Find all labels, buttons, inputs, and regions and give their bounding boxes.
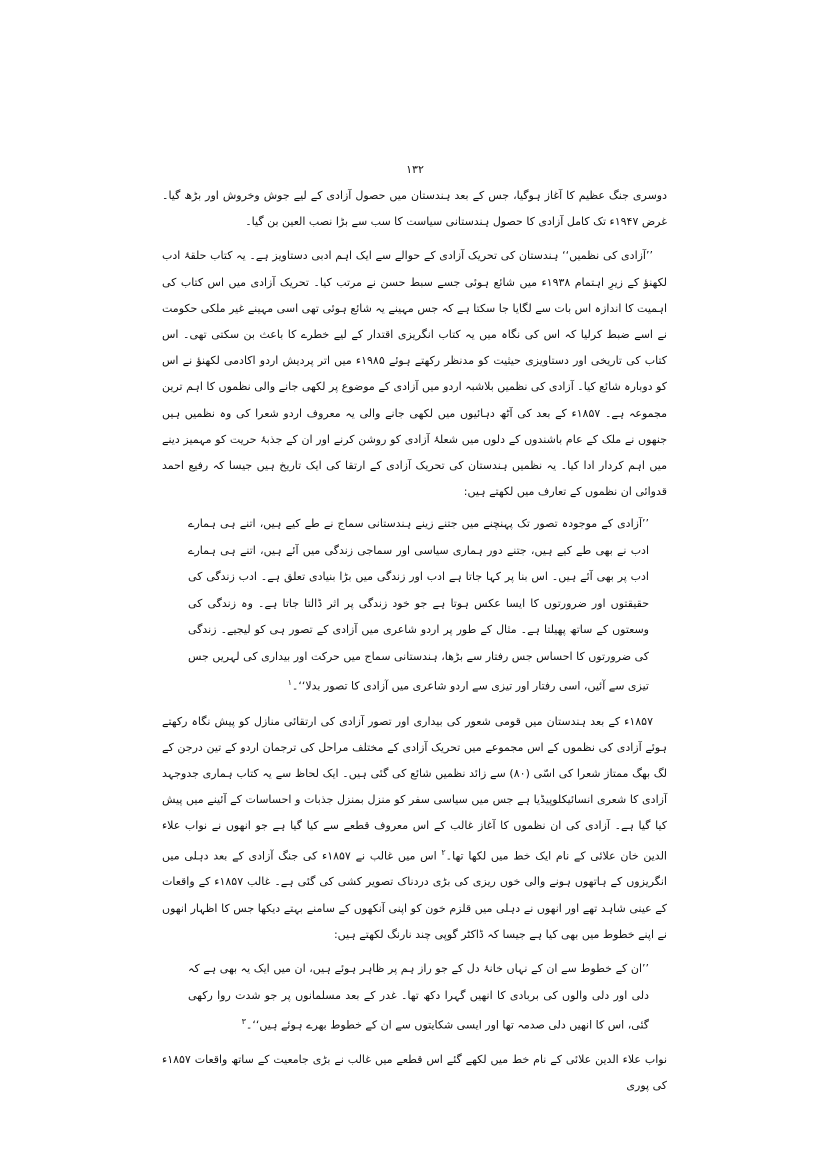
block-quote-qidwai: [188, 511, 649, 700]
quote-text: ’’آزادی کے موجودہ تصور تک پہنچنے میں جتنے زینے ہندستانی سماج نے طے کیے ہیں، اتنے ہی ہمارے ادب نے بھی طے کیے ہیں، جتنے دور ہماری سیاسی اور سماجی زندگی میں آئے ہیں، اتنے ہی ہمارے ادب پر بھی آئے ہیں۔ اس بنا پر کہا جاتا ہے ادب اور زندگی میں بڑا بنیادی تعلق ہے۔ ادب زندگی کی حقیقتوں اور ضرورتوں کا ایسا عکس ہوتا ہے جو خود زندگی پر اثر ڈالتا جاتا ہے۔ وہ زندگی کی وسعتوں کے ساتھ پھیلتا ہے۔ مثال کے طور پر اردو شاعری میں آزادی کے تصور ہی کو لیجیے۔ زندگی کی ضرورتوں کا احساس جس رفتار سے بڑھا، ہندستانی سماج میں حرکت اور بیداری کی لہریں جس تیزی سے آئیں، اسی رفتار اور تیزی سے اردو شاعری میں آزادی کا تصور بدلا‘‘۔: [188, 517, 650, 694]
paragraph-collection: [162, 709, 667, 948]
spacer: [162, 235, 667, 243]
quote-text: ’’ان کے خطوط سے ان کے نہاں خانۂ دل کے جو راز ہم پر ظاہر ہوئے ہیں، ان میں ایک یہ بھی ہے کہ دلی اور دلی والوں کی بربادی کا انھیں گہرا دکھ تھا۔ غدر کے بعد مسلمانوں پر جو شدت روا رکھی گئی، اس کا انھیں دلی صدمہ تھا اور ایسی شکایتوں سے ان کے خطوط بھرے ہوئے ہیں‘‘۔: [188, 962, 649, 1032]
footnote-marker: ۲: [441, 847, 446, 857]
paragraph-book-description: ’’آزادی کی نظمیں‘‘ ہندستان کی تحریک آزادی کے حوالے سے ایک اہم ادبی دستاویز ہے۔ یہ کتاب حلقۂ ادب لکھنؤ کے زیرِ اہتمام ۱۹۳۸ء میں شائع ہوئی جسے سبط حسن نے مرتب کیا۔ تحریک آزادی میں اس کتاب کی اہمیت کا اندازہ اس بات سے لگایا جا سکتا ہے کہ جس مہینے یہ شائع ہوئی تھی اسی مہینے غیر ملکی حکومت نے اسے ضبط کرلیا کہ اس کی نگاہ میں یہ کتاب انگریزی اقتدار کے لیے خطرے کا باعث بن سکتی تھی۔ اس کتاب کی تاریخی اور دستاویزی حیثیت کو مدنظر رکھتے ہوئے ۱۹۸۵ء میں اتر پردیش اردو اکادمی لکھنؤ نے اس کو دوبارہ شائع کیا۔ آزادی کی نظمیں بلاشبہ اردو میں آزادی کے موضوع پر لکھی جانے والی نظموں کا اہم ترین مجموعہ ہے۔ ۱۸۵۷ء کے بعد کی آٹھ دہائیوں میں لکھی جانے والی یہ معروف اردو شعرا کی وہ نظمیں ہیں جنھوں نے ملک کے عام باشندوں کے دلوں میں شعلۂ آزادی کو روشن کرنے اور ان کے جذبۂ حریت کو مہمیز دینے میں اہم کردار ادا کیا۔ یہ نظمیں ہندستان کی تحریک آزادی کے ارتقا کی ایک تاریخ ہیں جیسا کہ رفیع احمد قدوائی ان نظموں کے تعارف میں لکھتے ہیں:: [162, 249, 668, 499]
spacer: [162, 1039, 667, 1047]
page-number: ۱۳۲: [406, 163, 424, 176]
paragraph-text-continued: اس میں غالب نے ۱۸۵۷ء کی جنگ آزادی کے بعد دہلی میں انگریزوں کے ہاتھوں ہونے والی خوں ریزی کی بڑی دردناک تصویر کشی کی گئی ہے۔ غالب ۱۸۵۷ء کے واقعات کے عینی شاہد تھے اور انھوں نے دہلی میں قلزم خون کو اپنی آنکھوں کے سامنے بہتے دیکھا جس کا اظہار انھوں نے اپنے خطوط میں بھی کیا ہے جیسا کہ ڈاکٹر گوپی چند نارنگ لکھتے ہیں:: [162, 849, 667, 941]
footnote-marker: ۱: [287, 678, 292, 688]
paragraph-intro: دوسری جنگ عظیم کا آغاز ہوگیا، جس کے بعد ہندستان میں حصول آزادی کے لیے جوش وخروش اور بڑھ گیا۔ غرض ۱۹۴۷ء تک کامل آزادی کا حصول ہندستانی سیاست کا سب سے بڑا نصب العین بن گیا۔: [162, 189, 667, 229]
block-quote-narang: [188, 956, 649, 1039]
page-body: [162, 183, 667, 1100]
paragraph-closing: نواب علاء الدین علائی کے نام خط میں لکھے گئے اس قطعے میں غالب نے بڑی جامعیت کے ساتھ واقعات ۱۸۵۷ء کی پوری: [162, 1053, 667, 1093]
paragraph-text: ۱۸۵۷ء کے بعد ہندستان میں قومی شعور کی بیداری اور تصور آزادی کی ارتقائی منازل کو پیش نگاہ رکھتے ہوئے آزادی کی نظموں کے اس مجموعے میں تحریک آزادی کے مختلف مراحل کی ترجمان اردو کے تین درجن کے لگ بھگ ممتاز شعرا کی اسّی (۸۰) سے زائد نظمیں شائع کی گئی ہیں۔ ایک لحاظ سے یہ کتاب ہماری جدوجہد آزادی کا شعری انسائیکلوپیڈیا ہے جس میں سیاسی سفر کو منزل بمنزل جذبات و احساسات کے آئینے میں پیش کیا گیا ہے۔ آزادی کی ان نظموں کا آغاز غالب کے اس معروف قطعے سے کیا گیا ہے جو انھوں نے نواب علاء الدین خان علائی کے نام ایک خط میں لکھا تھا۔: [162, 714, 667, 863]
footnote-marker: ۳: [241, 1017, 246, 1027]
spacer: [162, 701, 667, 709]
spacer: [162, 948, 667, 956]
